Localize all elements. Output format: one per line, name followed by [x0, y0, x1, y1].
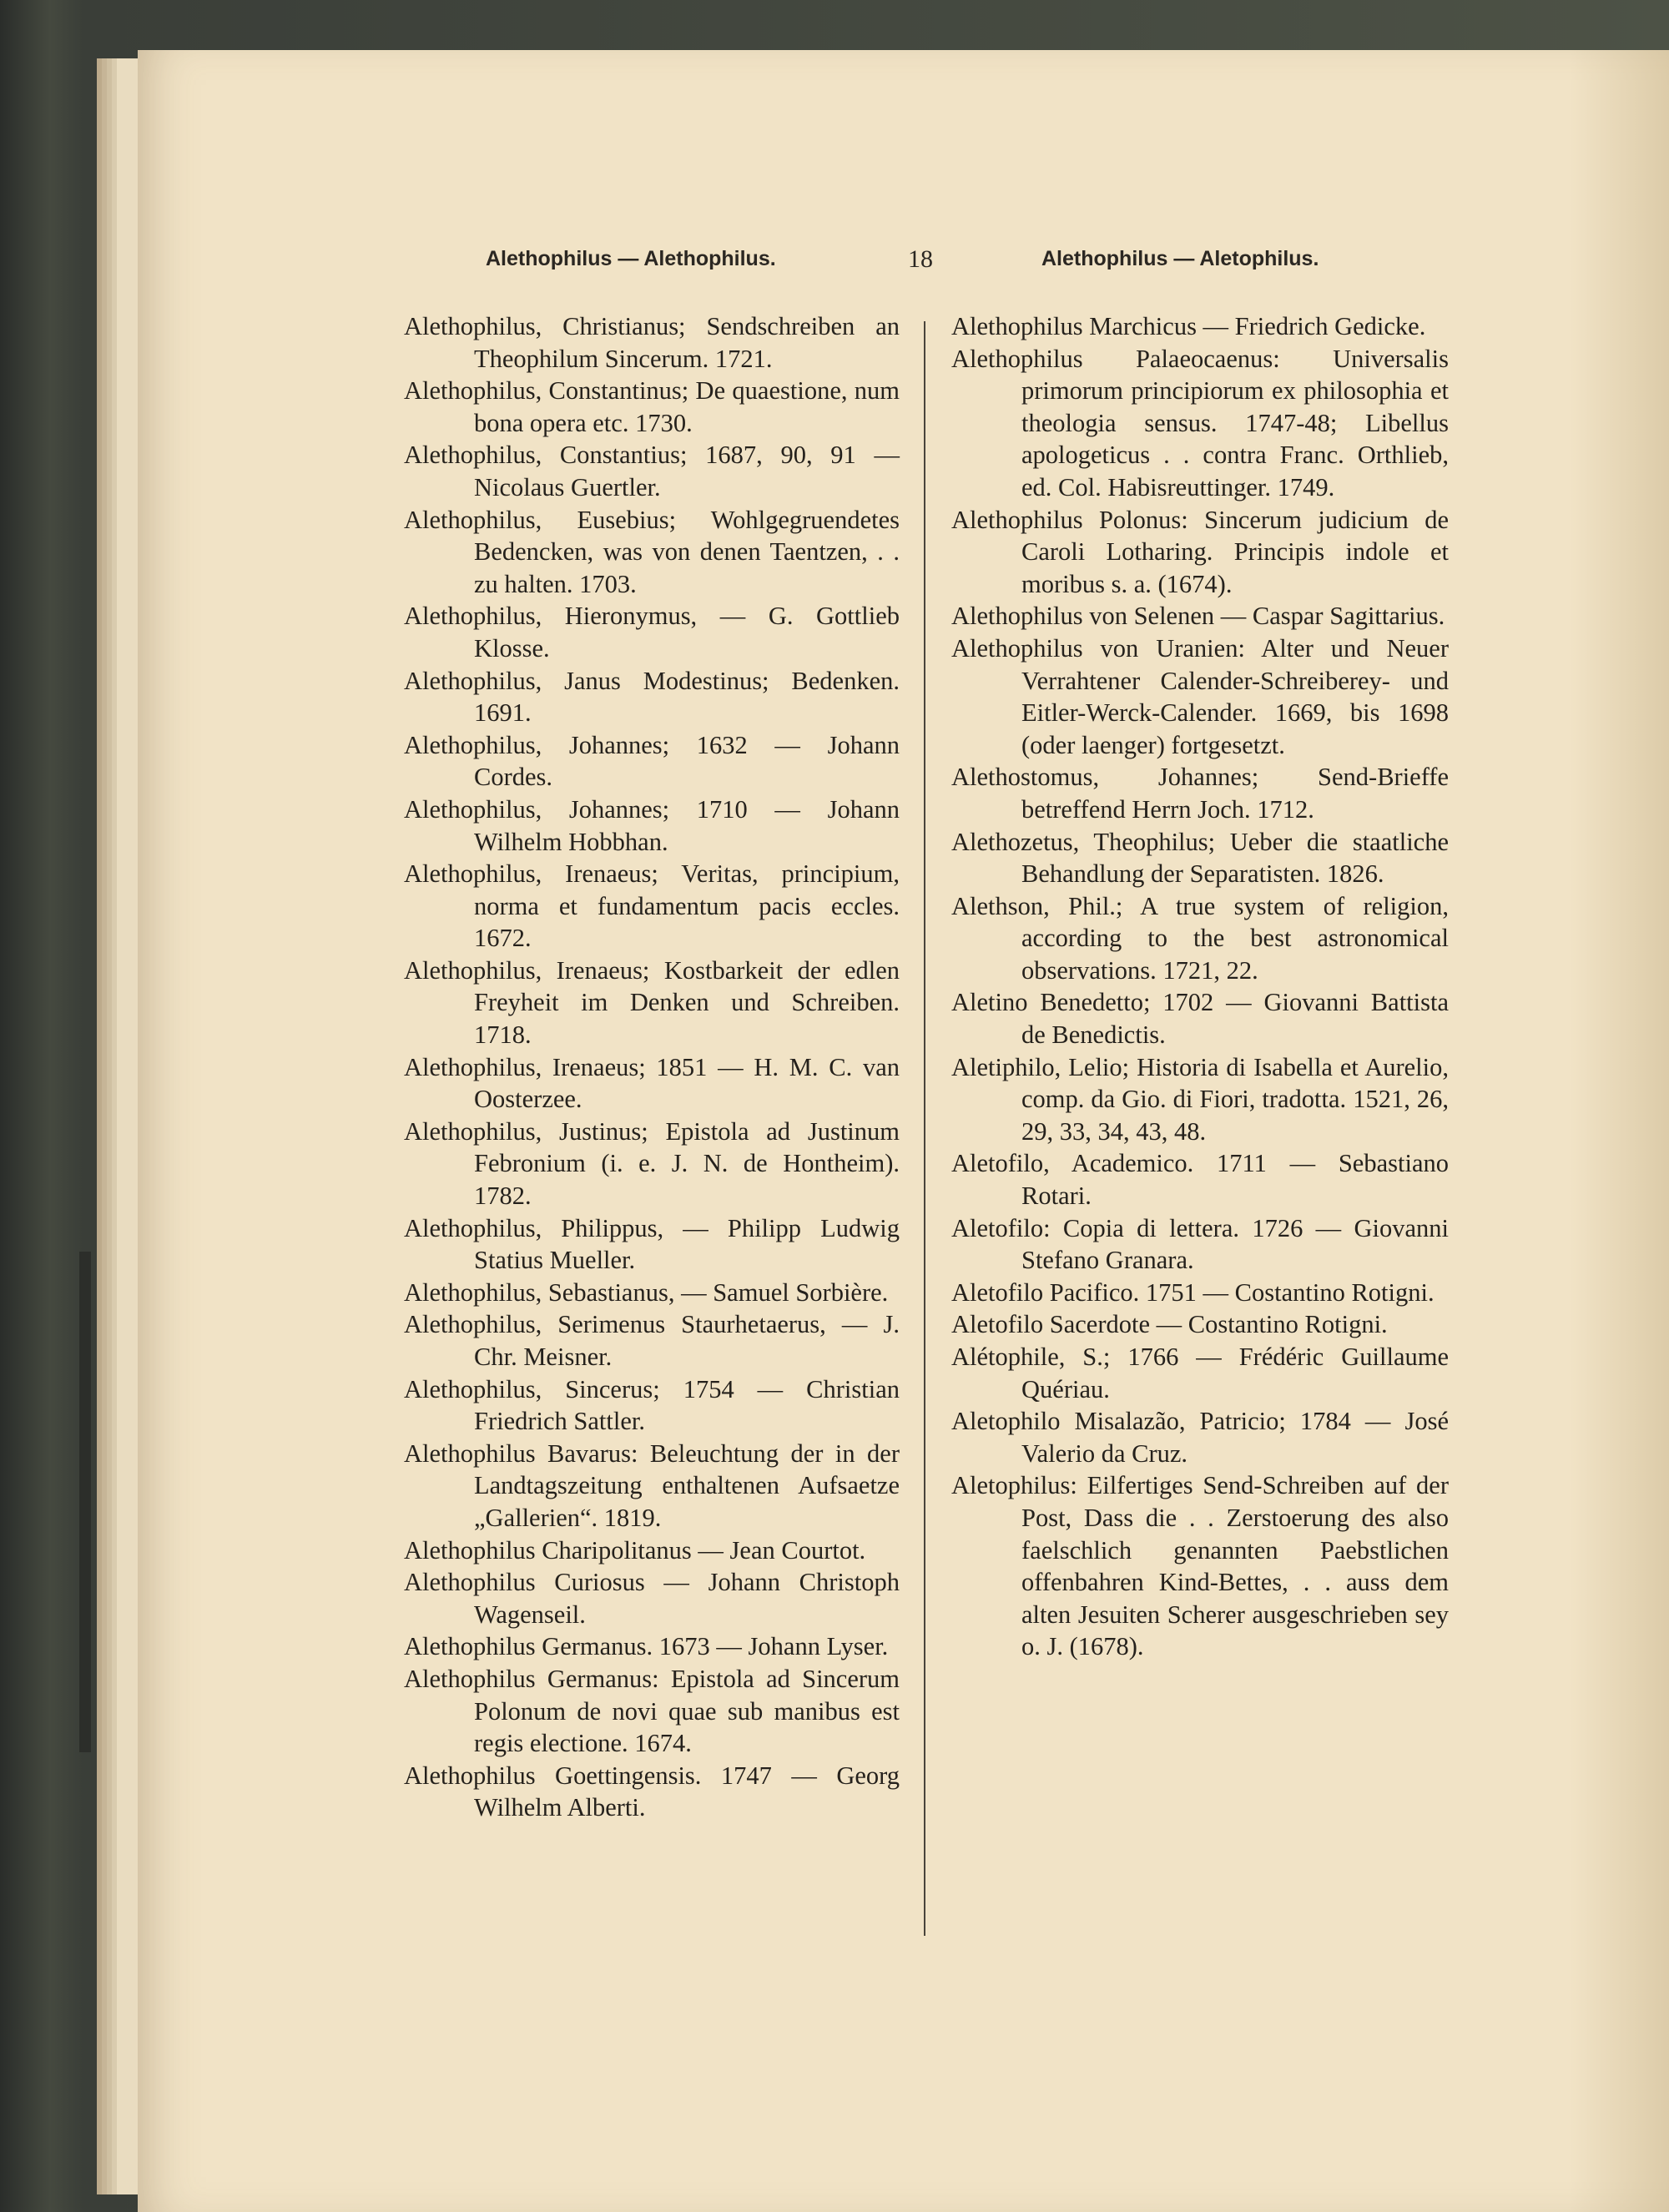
left-column: [404, 310, 900, 1824]
entry: Aletiphilo, Lelio; Historia di Isabella et Aurelio, comp. da Gio. di Fiori, tradotta. 1521, 26, 29, 33, 34, 43, 48.: [951, 1052, 1449, 1146]
entry: Alethophilus von Selenen — Caspar Sagittarius.: [951, 602, 1445, 631]
header-right: Alethophilus — Aletophilus.: [1041, 247, 1319, 270]
cover-wear: [79, 1252, 91, 1752]
entry: Aletofilo Sacerdote — Costantino Rotigni.: [951, 1310, 1388, 1339]
entry: Alethophilus, Eusebius; Wohlgegruendetes Bedencken, was von denen Taentzen, . . zu halten. 1703.: [404, 505, 900, 598]
entry: Alethophilus, Irenaeus; Veritas, principium, norma et fundamentum pacis eccles. 1672.: [404, 859, 900, 953]
entry: Alethophilus, Hieronymus, — G. Gottlieb Klosse.: [404, 602, 900, 663]
entry: Alethophilus, Johannes; 1710 — Johann Wilhelm Hobbhan.: [404, 794, 900, 856]
entry: Alethophilus Bavarus: Beleuchtung der in der Landtagszeitung enthaltenen Aufsaetze „Gallerien“. 1819.: [404, 1439, 900, 1532]
entry: Alethophilus Palaeocaenus: Universalis primorum principiorum ex philosophia et theologia sensus. 1747-48; Libellus apologeticus . . contra Franc. Orthlieb, ed. Col. Habisreuttinger. 1749.: [951, 344, 1449, 501]
entry: Alethophilus, Christianus; Sendschreiben an Theophilum Sincerum. 1721.: [404, 312, 900, 373]
entry: Alethophilus, Justinus; Epistola ad Justinum Febronium (i. e. J. N. de Hontheim). 1782.: [404, 1116, 900, 1211]
entry: Alethophilus, Philippus, — Philipp Ludwig Statius Mueller.: [404, 1213, 900, 1275]
entry: Alethson, Phil.; A true system of religion, according to the best astronomical observations. 1721, 22.: [951, 891, 1449, 985]
running-header: [0, 247, 1669, 284]
entry: Alethophilus Charipolitanus — Jean Courtot.: [404, 1535, 866, 1565]
entry: Aletophilus: Eilfertiges Send-Schreiben auf der Post, Dass die . . Zerstoerung des also faelschlich genannten Paebstlichen offenbahren Kind-Bettes, . . auss dem alten Jesuiten Scherer ausgeschrieben sey o. J. (1678).: [951, 1471, 1449, 1661]
entry: Aletofilo Pacifico. 1751 — Costantino Rotigni.: [951, 1277, 1435, 1307]
entry: Alethophilus Curiosus — Johann Christoph Wagenseil.: [404, 1568, 900, 1629]
entry: Aletophilo Misalazão, Patricio; 1784 — José Valerio da Cruz.: [951, 1407, 1449, 1468]
entry: Alethozetus, Theophilus; Ueber die staatliche Behandlung der Separatisten. 1826.: [951, 827, 1449, 889]
column-divider: [924, 321, 925, 1936]
entry: Alethophilus, Irenaeus; 1851 — H. M. C. van Oosterzee.: [404, 1052, 900, 1114]
entry: Alethophilus, Johannes; 1632 — Johann Cordes.: [404, 730, 900, 792]
entry: Alethophilus, Irenaeus; Kostbarkeit der edlen Freyheit im Denken und Schreiben. 1718.: [404, 955, 900, 1050]
entry: Alethophilus, Serimenus Staurhetaerus, — J. Chr. Meisner.: [404, 1310, 900, 1371]
entry: Alethophilus Germanus: Epistola ad Sincerum Polonum de novi quae sub manibus est regis electione. 1674.: [404, 1664, 900, 1758]
entry: Alethophilus, Janus Modestinus; Bedenken. 1691.: [404, 666, 900, 728]
page-shadow: [1569, 50, 1669, 2212]
entry: Aletofilo: Copia di lettera. 1726 — Giovanni Stefano Granara.: [951, 1213, 1449, 1275]
entry: Alethostomus, Johannes; Send-Brieffe betreffend Herrn Joch. 1712.: [951, 763, 1449, 824]
header-left: Alethophilus — Alethophilus.: [486, 247, 776, 270]
entry: Alethophilus Marchicus — Friedrich Gedicke.: [951, 312, 1426, 340]
entry: Alethophilus, Sincerus; 1754 — Christian Friedrich Sattler.: [404, 1374, 900, 1436]
page-number: 18: [908, 245, 933, 273]
entry: Alethophilus, Constantinus; De quaestione, num bona opera etc. 1730.: [404, 376, 900, 437]
entry: Alethophilus Polonus: Sincerum judicium de Caroli Lotharing. Principis indole et moribus s. a. (1674).: [951, 505, 1449, 598]
entry: Alethophilus, Sebastianus, — Samuel Sorbière.: [404, 1277, 889, 1307]
entry: Alethophilus, Constantius; 1687, 90, 91 — Nicolaus Guertler.: [404, 441, 900, 501]
entry: Aletino Benedetto; 1702 — Giovanni Battista de Benedictis.: [951, 988, 1449, 1050]
entry: Alethophilus von Uranien: Alter und Neuer Verrahtener Calender-Schreiberey- und Eitler-Werck-Calender. 1669, bis 1698 (oder laenger) fortgesetzt.: [951, 633, 1449, 759]
entry: Alethophilus Goettingensis. 1747 — Georg Wilhelm Alberti.: [404, 1761, 900, 1822]
entry: Aletofilo, Academico. 1711 — Sebastiano Rotari.: [951, 1149, 1449, 1211]
entry: Alétophile, S.; 1766 — Frédéric Guillaume Quériau.: [951, 1343, 1449, 1403]
entry: Alethophilus Germanus. 1673 — Johann Lyser.: [404, 1632, 889, 1661]
right-column: [951, 310, 1449, 1663]
